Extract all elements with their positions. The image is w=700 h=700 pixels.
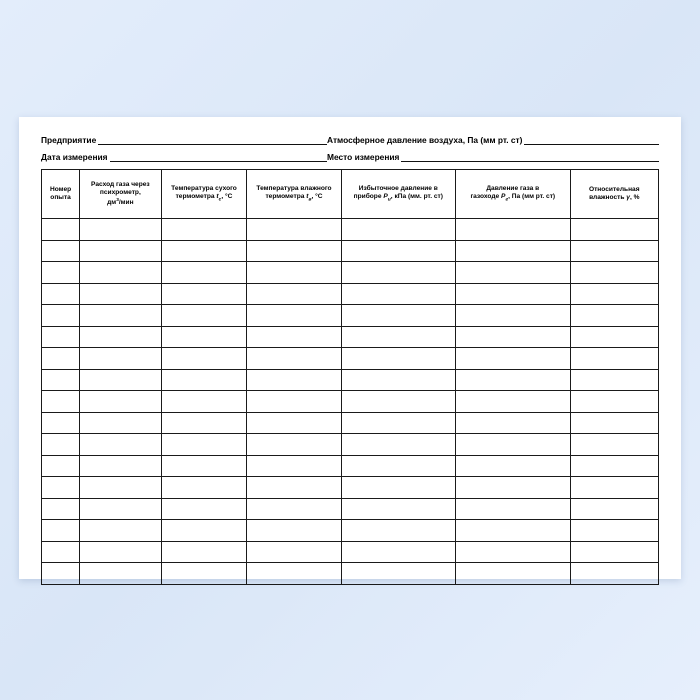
col-wet-temp-header: Температура влажного термометра $t_в$, °С [247, 170, 341, 219]
col-gas-flow-header: Расход газа через психрометр, $дм^3$/мин [80, 170, 161, 219]
cell-excess-pressure[interactable] [341, 520, 455, 542]
cell-excess-pressure[interactable] [341, 369, 455, 391]
cell-gas-duct-pressure[interactable] [456, 563, 570, 585]
cell-gas-flow[interactable] [80, 434, 161, 456]
col-relative-humidity-header: Относительная влажность γ, % [570, 170, 658, 219]
cell-number[interactable] [42, 391, 80, 413]
cell-excess-pressure[interactable] [341, 219, 455, 241]
cell-gas-duct-pressure[interactable] [456, 541, 570, 563]
cell-relative-humidity[interactable] [570, 477, 658, 499]
cell-wet-temp[interactable] [247, 305, 341, 327]
cell-wet-temp[interactable] [247, 283, 341, 305]
cell-wet-temp[interactable] [247, 219, 341, 241]
cell-relative-humidity[interactable] [570, 219, 658, 241]
field-measurement-place[interactable] [327, 152, 659, 162]
cell-gas-flow[interactable] [80, 326, 161, 348]
cell-gas-duct-pressure[interactable] [456, 455, 570, 477]
field-measurement-place-label: Место измерения [327, 151, 400, 162]
measurements-table [41, 169, 659, 585]
cell-gas-flow[interactable] [80, 219, 161, 241]
cell-gas-flow[interactable] [80, 412, 161, 434]
cell-wet-temp[interactable] [247, 563, 341, 585]
cell-excess-pressure[interactable] [341, 326, 455, 348]
cell-number[interactable] [42, 262, 80, 284]
cell-gas-flow[interactable] [80, 520, 161, 542]
cell-number[interactable] [42, 520, 80, 542]
cell-number[interactable] [42, 477, 80, 499]
table-row [42, 219, 659, 241]
cell-excess-pressure[interactable] [341, 455, 455, 477]
cell-gas-duct-pressure[interactable] [456, 520, 570, 542]
cell-dry-temp[interactable] [161, 305, 247, 327]
table-head [42, 170, 659, 219]
cell-excess-pressure[interactable] [341, 262, 455, 284]
field-measurement-date[interactable] [41, 152, 327, 162]
cell-number[interactable] [42, 541, 80, 563]
cell-relative-humidity[interactable] [570, 412, 658, 434]
table-row [42, 283, 659, 305]
cell-number[interactable] [42, 434, 80, 456]
table-row [42, 563, 659, 585]
cell-gas-duct-pressure[interactable] [456, 348, 570, 370]
cell-number[interactable] [42, 348, 80, 370]
cell-dry-temp[interactable] [161, 283, 247, 305]
cell-gas-flow[interactable] [80, 498, 161, 520]
table-row [42, 326, 659, 348]
cell-wet-temp[interactable] [247, 240, 341, 262]
cell-wet-temp[interactable] [247, 520, 341, 542]
cell-dry-temp[interactable] [161, 326, 247, 348]
cell-number[interactable] [42, 240, 80, 262]
cell-relative-humidity[interactable] [570, 283, 658, 305]
table-row [42, 520, 659, 542]
table-row [42, 412, 659, 434]
cell-number[interactable] [42, 326, 80, 348]
cell-number[interactable] [42, 219, 80, 241]
col-excess-pressure-header: Избыточное давление в приборе $P_и$, кПа (мм. рт. ст) [341, 170, 455, 219]
table-row [42, 477, 659, 499]
cell-gas-flow[interactable] [80, 541, 161, 563]
cell-gas-flow[interactable] [80, 477, 161, 499]
cell-number[interactable] [42, 563, 80, 585]
cell-wet-temp[interactable] [247, 369, 341, 391]
cell-gas-duct-pressure[interactable] [456, 434, 570, 456]
form-header [41, 135, 659, 162]
cell-wet-temp[interactable] [247, 326, 341, 348]
cell-relative-humidity[interactable] [570, 326, 658, 348]
cell-relative-humidity[interactable] [570, 369, 658, 391]
cell-number[interactable] [42, 455, 80, 477]
cell-excess-pressure[interactable] [341, 348, 455, 370]
field-atmospheric-pressure[interactable] [327, 135, 659, 145]
table-row [42, 348, 659, 370]
cell-wet-temp[interactable] [247, 262, 341, 284]
table-body [42, 219, 659, 585]
cell-excess-pressure[interactable] [341, 283, 455, 305]
cell-excess-pressure[interactable] [341, 412, 455, 434]
field-measurement-date-label: Дата измерения [41, 151, 108, 162]
cell-dry-temp[interactable] [161, 563, 247, 585]
cell-relative-humidity[interactable] [570, 455, 658, 477]
cell-number[interactable] [42, 369, 80, 391]
col-number-header: Номер опыта [42, 170, 80, 219]
cell-gas-duct-pressure[interactable] [456, 391, 570, 413]
table-row [42, 434, 659, 456]
cell-wet-temp[interactable] [247, 434, 341, 456]
cell-excess-pressure[interactable] [341, 477, 455, 499]
form-sheet [19, 117, 681, 579]
cell-relative-humidity[interactable] [570, 240, 658, 262]
cell-dry-temp[interactable] [161, 477, 247, 499]
cell-gas-duct-pressure[interactable] [456, 240, 570, 262]
table-row [42, 455, 659, 477]
cell-dry-temp[interactable] [161, 498, 247, 520]
cell-relative-humidity[interactable] [570, 498, 658, 520]
col-dry-temp-header: Температура сухого термометра $t_с$, °С [161, 170, 247, 219]
cell-excess-pressure[interactable] [341, 541, 455, 563]
cell-excess-pressure[interactable] [341, 498, 455, 520]
cell-dry-temp[interactable] [161, 412, 247, 434]
cell-gas-duct-pressure[interactable] [456, 369, 570, 391]
cell-gas-duct-pressure[interactable] [456, 412, 570, 434]
cell-gas-duct-pressure[interactable] [456, 219, 570, 241]
cell-dry-temp[interactable] [161, 369, 247, 391]
cell-dry-temp[interactable] [161, 520, 247, 542]
cell-excess-pressure[interactable] [341, 305, 455, 327]
cell-gas-flow[interactable] [80, 240, 161, 262]
cell-relative-humidity[interactable] [570, 305, 658, 327]
cell-dry-temp[interactable] [161, 240, 247, 262]
field-measurement-date-input[interactable] [110, 152, 327, 162]
cell-relative-humidity[interactable] [570, 391, 658, 413]
cell-dry-temp[interactable] [161, 541, 247, 563]
table-header-row [42, 170, 659, 219]
table-row [42, 240, 659, 262]
header-row-1 [41, 135, 659, 145]
cell-gas-duct-pressure[interactable] [456, 498, 570, 520]
field-measurement-place-input[interactable] [401, 152, 659, 162]
header-row-2 [41, 152, 659, 162]
cell-relative-humidity[interactable] [570, 434, 658, 456]
table-row [42, 369, 659, 391]
cell-gas-duct-pressure[interactable] [456, 283, 570, 305]
field-atmospheric-pressure-input[interactable] [524, 135, 659, 145]
cell-excess-pressure[interactable] [341, 434, 455, 456]
cell-relative-humidity[interactable] [570, 563, 658, 585]
cell-wet-temp[interactable] [247, 412, 341, 434]
cell-dry-temp[interactable] [161, 391, 247, 413]
cell-dry-temp[interactable] [161, 219, 247, 241]
cell-gas-flow[interactable] [80, 455, 161, 477]
field-atmospheric-pressure-label: Атмосферное давление воздуха, Па (мм рт. ст) [327, 134, 523, 145]
cell-gas-flow[interactable] [80, 369, 161, 391]
col-gas-duct-pressure-header: Давление газа в газоходе $P_г$, Па (мм рт. ст) [456, 170, 570, 219]
cell-wet-temp[interactable] [247, 391, 341, 413]
cell-gas-flow[interactable] [80, 305, 161, 327]
cell-dry-temp[interactable] [161, 434, 247, 456]
field-enterprise-label: Предприятие [41, 134, 97, 145]
cell-wet-temp[interactable] [247, 348, 341, 370]
cell-excess-pressure[interactable] [341, 563, 455, 585]
cell-relative-humidity[interactable] [570, 520, 658, 542]
cell-gas-flow[interactable] [80, 348, 161, 370]
table-row [42, 498, 659, 520]
cell-dry-temp[interactable] [161, 262, 247, 284]
cell-excess-pressure[interactable] [341, 240, 455, 262]
form-content [41, 135, 659, 565]
table-row [42, 262, 659, 284]
cell-dry-temp[interactable] [161, 455, 247, 477]
field-enterprise[interactable] [41, 135, 327, 145]
cell-gas-duct-pressure[interactable] [456, 262, 570, 284]
cell-wet-temp[interactable] [247, 541, 341, 563]
cell-wet-temp[interactable] [247, 498, 341, 520]
cell-number[interactable] [42, 498, 80, 520]
cell-dry-temp[interactable] [161, 348, 247, 370]
cell-gas-flow[interactable] [80, 563, 161, 585]
cell-wet-temp[interactable] [247, 477, 341, 499]
table-row [42, 541, 659, 563]
cell-excess-pressure[interactable] [341, 391, 455, 413]
field-enterprise-input[interactable] [98, 135, 327, 145]
cell-gas-duct-pressure[interactable] [456, 477, 570, 499]
cell-gas-duct-pressure[interactable] [456, 326, 570, 348]
cell-number[interactable] [42, 412, 80, 434]
cell-relative-humidity[interactable] [570, 348, 658, 370]
cell-relative-humidity[interactable] [570, 262, 658, 284]
cell-gas-flow[interactable] [80, 262, 161, 284]
cell-number[interactable] [42, 283, 80, 305]
cell-number[interactable] [42, 305, 80, 327]
cell-gas-duct-pressure[interactable] [456, 305, 570, 327]
cell-gas-flow[interactable] [80, 391, 161, 413]
table-row [42, 305, 659, 327]
cell-wet-temp[interactable] [247, 455, 341, 477]
cell-relative-humidity[interactable] [570, 541, 658, 563]
table-row [42, 391, 659, 413]
cell-gas-flow[interactable] [80, 283, 161, 305]
